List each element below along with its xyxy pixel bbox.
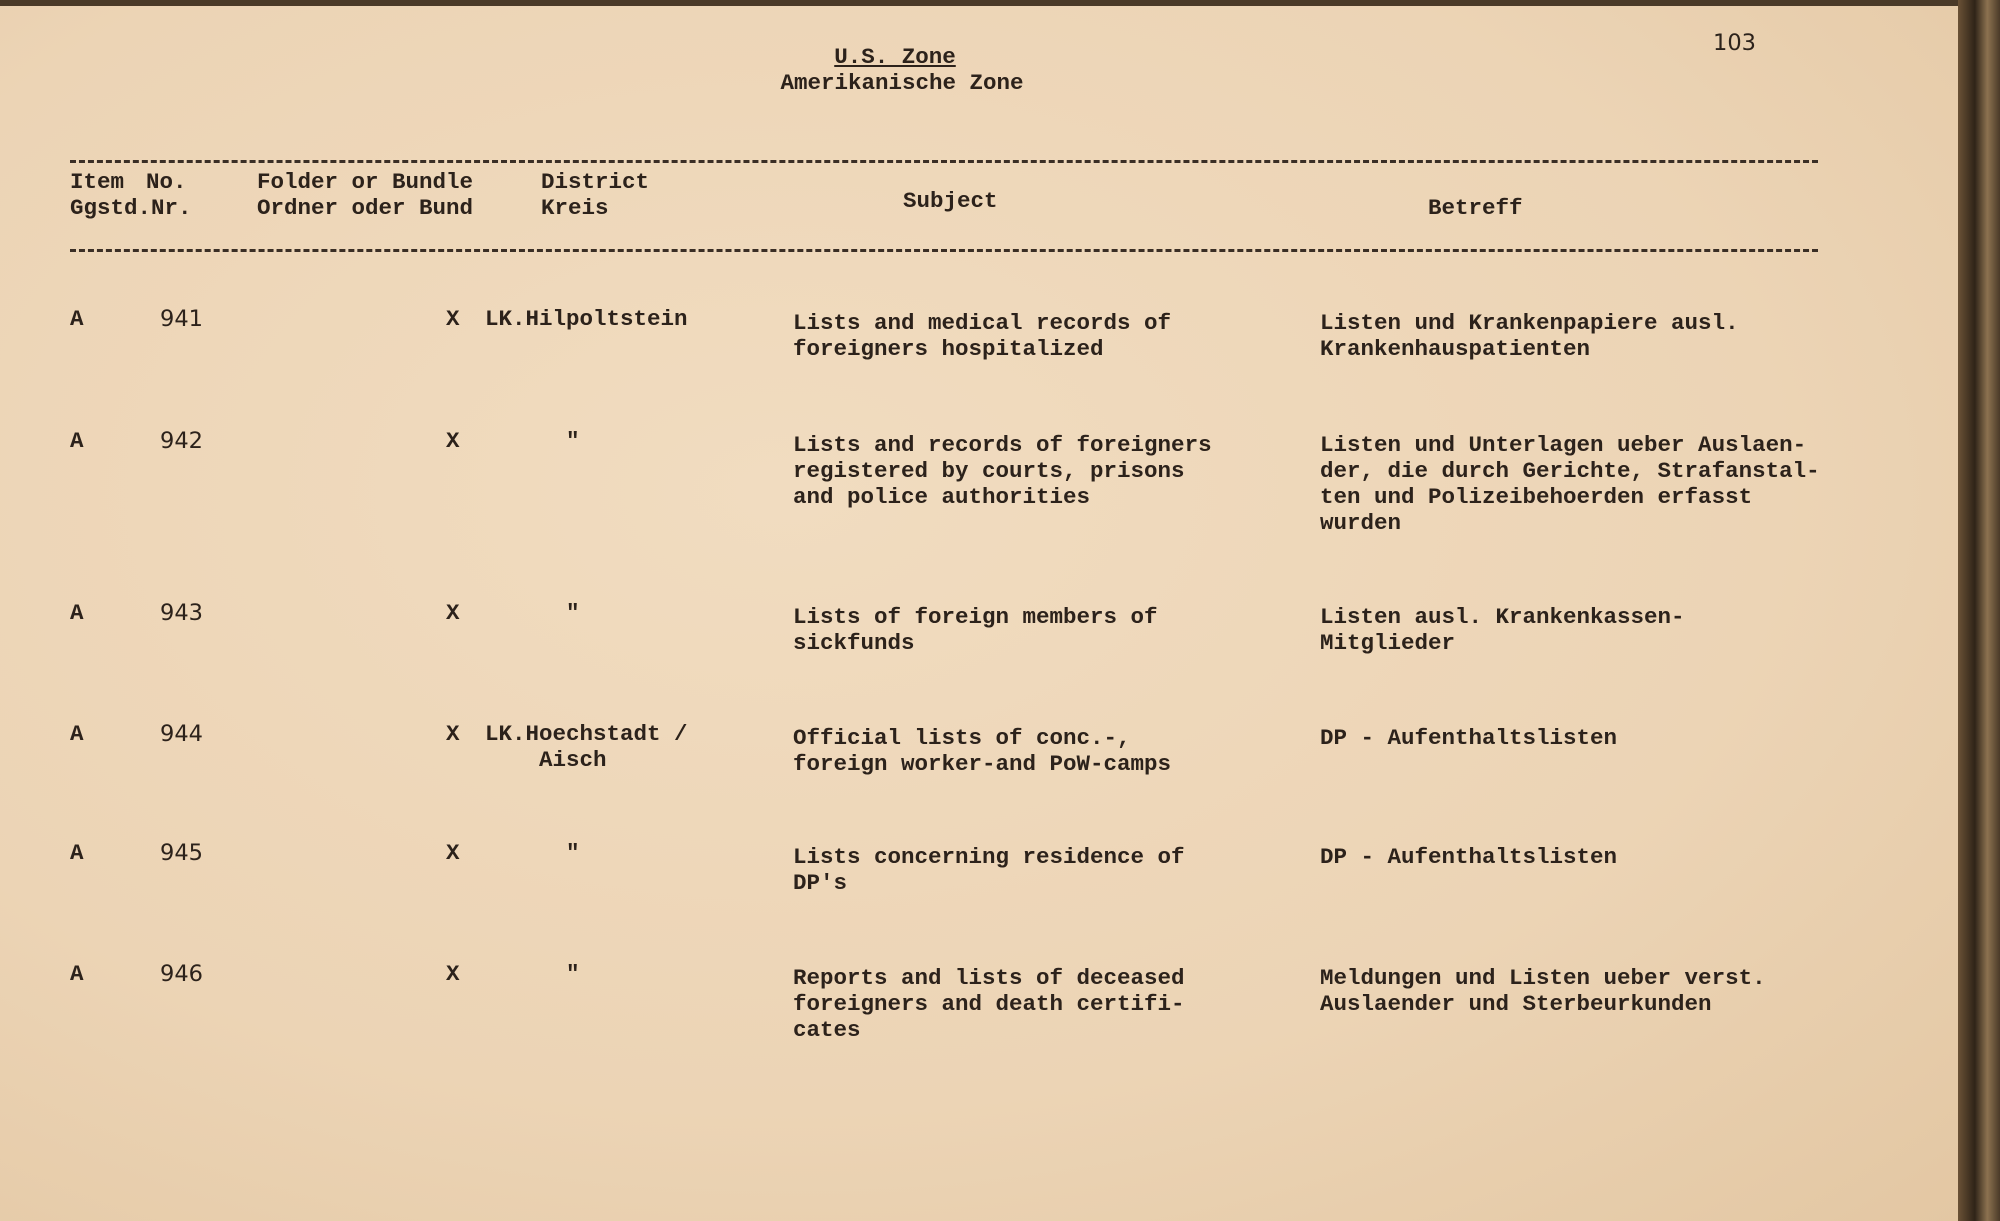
cell-folder: X: [446, 428, 460, 454]
cell-folder: X: [446, 961, 460, 987]
document-page: [0, 6, 1960, 1221]
header-top-rule: [70, 160, 1818, 163]
cell-district: LK.Hilpoltstein: [485, 306, 688, 332]
cell-item: A: [70, 306, 84, 332]
book-binding: [1958, 0, 2000, 1221]
header-folder: Folder or Bundle: [257, 169, 474, 195]
cell-district: ": [566, 428, 580, 454]
cell-no: 945: [160, 840, 203, 866]
cell-item: A: [70, 428, 84, 454]
cell-no: 946: [160, 961, 203, 987]
page-subtitle: Amerikanische Zone: [780, 70, 1024, 96]
cell-folder: X: [446, 600, 460, 626]
cell-folder: X: [446, 721, 460, 747]
header-subject: Subject: [903, 188, 998, 214]
cell-betreff: Meldungen und Listen ueber verst. Auslaender und Sterbeurkunden: [1320, 965, 1766, 1017]
cell-betreff: Listen und Unterlagen ueber Auslaen- der, die durch Gerichte, Strafanstal- ten und Polizeibehoerden erfasst wurden: [1320, 432, 1820, 536]
cell-district: ": [566, 840, 580, 866]
cell-betreff: DP - Aufenthaltslisten: [1320, 844, 1618, 870]
cell-district: LK.Hoechstadt / Aisch: [485, 721, 688, 773]
cell-district: ": [566, 600, 580, 626]
header-bottom-rule: [70, 249, 1818, 252]
header-item: Item: [70, 169, 125, 195]
header-district: District: [541, 169, 650, 195]
cell-no: 943: [160, 600, 203, 626]
cell-betreff: Listen ausl. Krankenkassen- Mitglieder: [1320, 604, 1685, 656]
cell-folder: X: [446, 840, 460, 866]
header-nr: Nr.: [151, 195, 192, 221]
cell-subject: Reports and lists of deceased foreigners and death certifi- cates: [793, 965, 1185, 1043]
cell-district: ": [566, 961, 580, 987]
cell-item: A: [70, 961, 84, 987]
header-ggstd: Ggstd.: [70, 195, 152, 221]
header-kreis: Kreis: [541, 195, 609, 221]
cell-betreff: Listen und Krankenpapiere ausl. Krankenhauspatienten: [1320, 310, 1739, 362]
cell-subject: Lists concerning residence of DP's: [793, 844, 1185, 896]
cell-subject: Official lists of conc.-, foreign worker-and PoW-camps: [793, 725, 1172, 777]
header-ordner: Ordner oder Bund: [257, 195, 474, 221]
cell-no: 941: [160, 306, 203, 332]
cell-subject: Lists of foreign members of sickfunds: [793, 604, 1158, 656]
cell-item: A: [70, 600, 84, 626]
header-betreff: Betreff: [1428, 195, 1523, 221]
page-title: U.S. Zone: [834, 44, 956, 70]
header-no: No.: [146, 169, 187, 195]
cell-item: A: [70, 840, 84, 866]
cell-item: A: [70, 721, 84, 747]
cell-subject: Lists and medical records of foreigners hospitalized: [793, 310, 1172, 362]
cell-folder: X: [446, 306, 460, 332]
cell-subject: Lists and records of foreigners registered by courts, prisons and police authorities: [793, 432, 1212, 510]
page-number: 103: [1713, 30, 1756, 56]
cell-no: 944: [160, 721, 203, 747]
cell-betreff: DP - Aufenthaltslisten: [1320, 725, 1618, 751]
cell-no: 942: [160, 428, 203, 454]
